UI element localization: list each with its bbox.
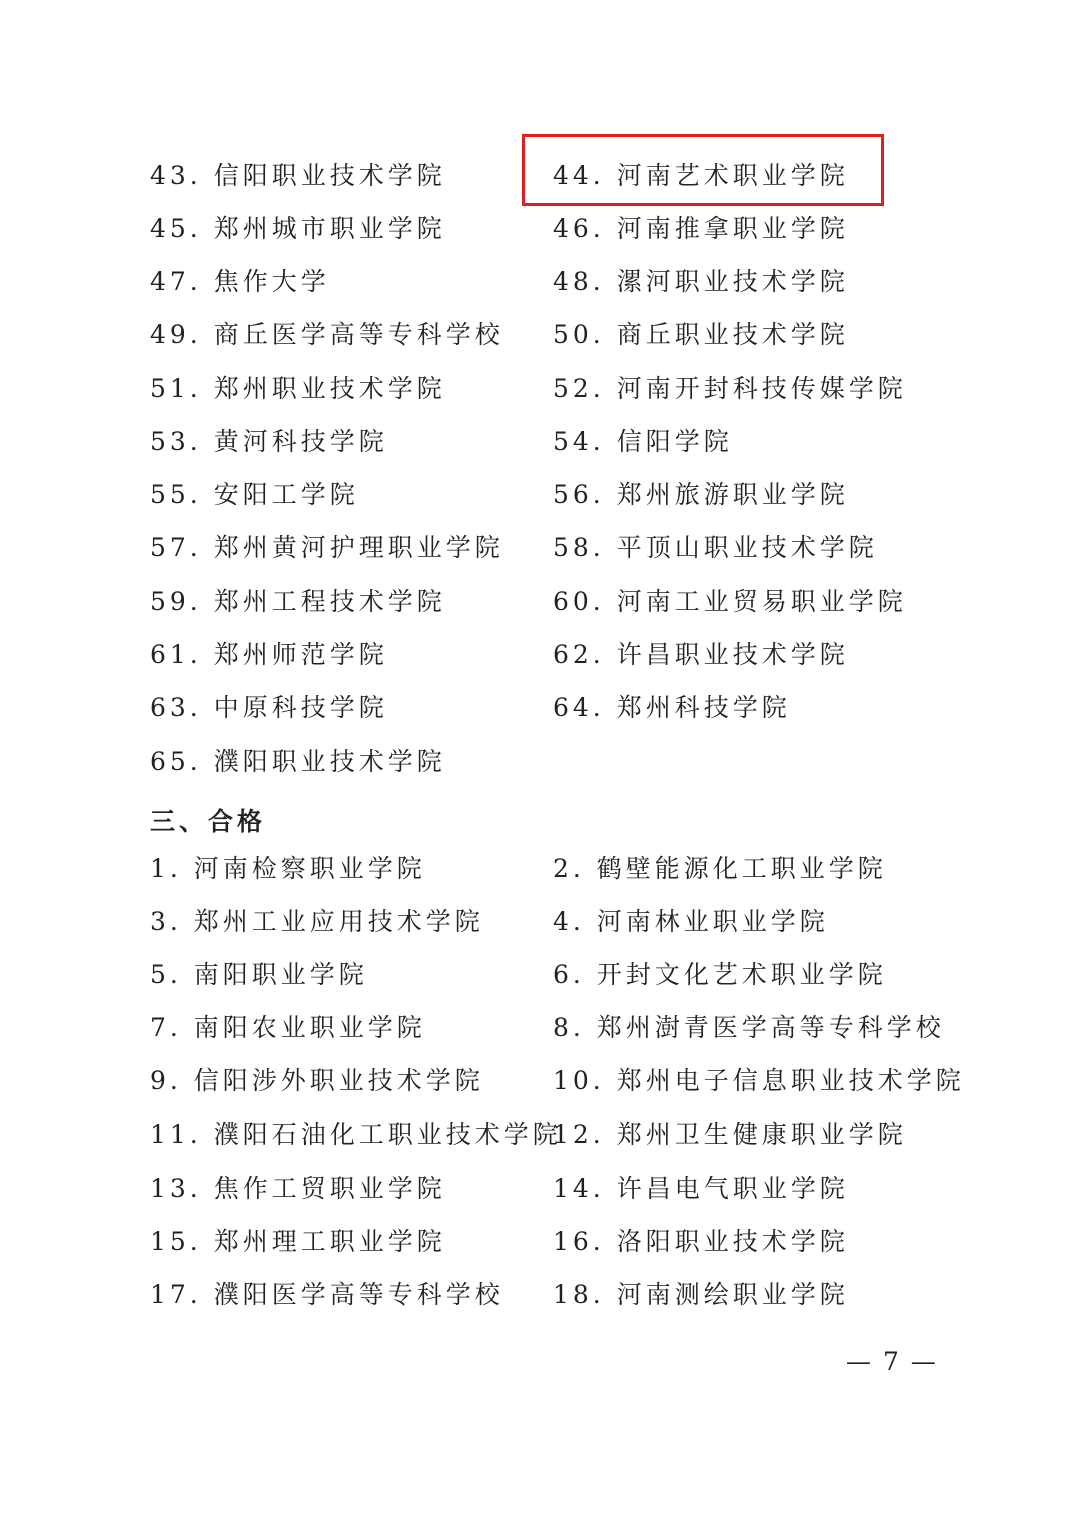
list-item: 3. 郑州工业应用技术学院 xyxy=(150,907,484,936)
list-item: 8. 郑州澍青医学高等专科学校 xyxy=(553,1013,945,1042)
list-item: 17. 濮阳医学高等专科学校 xyxy=(150,1280,504,1309)
list-item: 62. 许昌职业技术学院 xyxy=(553,640,849,669)
list-row xyxy=(0,1068,1080,1121)
page-number: — 7 — xyxy=(846,1347,938,1376)
list-item: 61. 郑州师范学院 xyxy=(150,640,388,669)
list-item: 15. 郑州理工职业学院 xyxy=(150,1227,446,1256)
list-row xyxy=(0,1229,1080,1282)
list-item: 58. 平顶山职业技术学院 xyxy=(553,533,878,562)
list-item: 11. 濮阳石油化工职业技术学院 xyxy=(150,1120,562,1149)
list-row xyxy=(0,269,1080,322)
list-item: 43. 信阳职业技术学院 xyxy=(150,161,446,190)
list-item: 5. 南阳职业学院 xyxy=(150,960,368,989)
list-item: 18. 河南测绘职业学院 xyxy=(553,1280,849,1309)
list-row xyxy=(0,749,1080,802)
list-row xyxy=(0,1176,1080,1229)
list-row xyxy=(0,376,1080,429)
list-item: 16. 洛阳职业技术学院 xyxy=(553,1227,849,1256)
list-row xyxy=(0,1282,1080,1335)
list-row xyxy=(0,482,1080,535)
list-item: 1. 河南检察职业学院 xyxy=(150,854,426,883)
list-item: 10. 郑州电子信息职业技术学院 xyxy=(553,1066,965,1095)
list-item: 56. 郑州旅游职业学院 xyxy=(553,480,849,509)
list-item: 55. 安阳工学院 xyxy=(150,480,359,509)
list-item: 6. 开封文化艺术职业学院 xyxy=(553,960,887,989)
list-row xyxy=(0,322,1080,375)
list-item: 2. 鹤壁能源化工职业学院 xyxy=(553,854,887,883)
list-item: 45. 郑州城市职业学院 xyxy=(150,214,446,243)
list-item: 59. 郑州工程技术学院 xyxy=(150,587,446,616)
list-row xyxy=(0,163,1080,216)
list-item: 51. 郑州职业技术学院 xyxy=(150,374,446,403)
list-row xyxy=(0,856,1080,909)
list-row xyxy=(0,429,1080,482)
list-item: 13. 焦作工贸职业学院 xyxy=(150,1174,446,1203)
list-row xyxy=(0,589,1080,642)
list-item: 53. 黄河科技学院 xyxy=(150,427,388,456)
list-row xyxy=(0,962,1080,1015)
list-row xyxy=(0,535,1080,588)
list-item: 7. 南阳农业职业学院 xyxy=(150,1013,426,1042)
list-row xyxy=(0,216,1080,269)
list-row xyxy=(0,695,1080,748)
list-item-highlighted: 44. 河南艺术职业学院 xyxy=(553,161,849,190)
list-item: 52. 河南开封科技传媒学院 xyxy=(553,374,907,403)
list-item: 57. 郑州黄河护理职业学院 xyxy=(150,533,504,562)
list-item: 14. 许昌电气职业学院 xyxy=(553,1174,849,1203)
list-row xyxy=(0,642,1080,695)
list-item: 49. 商丘医学高等专科学校 xyxy=(150,320,504,349)
list-item: 47. 焦作大学 xyxy=(150,267,330,296)
list-item: 46. 河南推拿职业学院 xyxy=(553,214,849,243)
list-item: 65. 濮阳职业技术学院 xyxy=(150,747,446,776)
list-item: 4. 河南林业职业学院 xyxy=(553,907,829,936)
list-item: 63. 中原科技学院 xyxy=(150,693,388,722)
list-item: 60. 河南工业贸易职业学院 xyxy=(553,587,907,616)
list-item: 50. 商丘职业技术学院 xyxy=(553,320,849,349)
list-item: 9. 信阳涉外职业技术学院 xyxy=(150,1066,484,1095)
section-heading: 三、合格 xyxy=(150,807,267,836)
list-row xyxy=(0,1122,1080,1175)
list-item: 54. 信阳学院 xyxy=(553,427,733,456)
list-item: 48. 漯河职业技术学院 xyxy=(553,267,849,296)
list-item: 12. 郑州卫生健康职业学院 xyxy=(553,1120,907,1149)
list-item: 64. 郑州科技学院 xyxy=(553,693,791,722)
list-row xyxy=(0,909,1080,962)
list-row xyxy=(0,1015,1080,1068)
